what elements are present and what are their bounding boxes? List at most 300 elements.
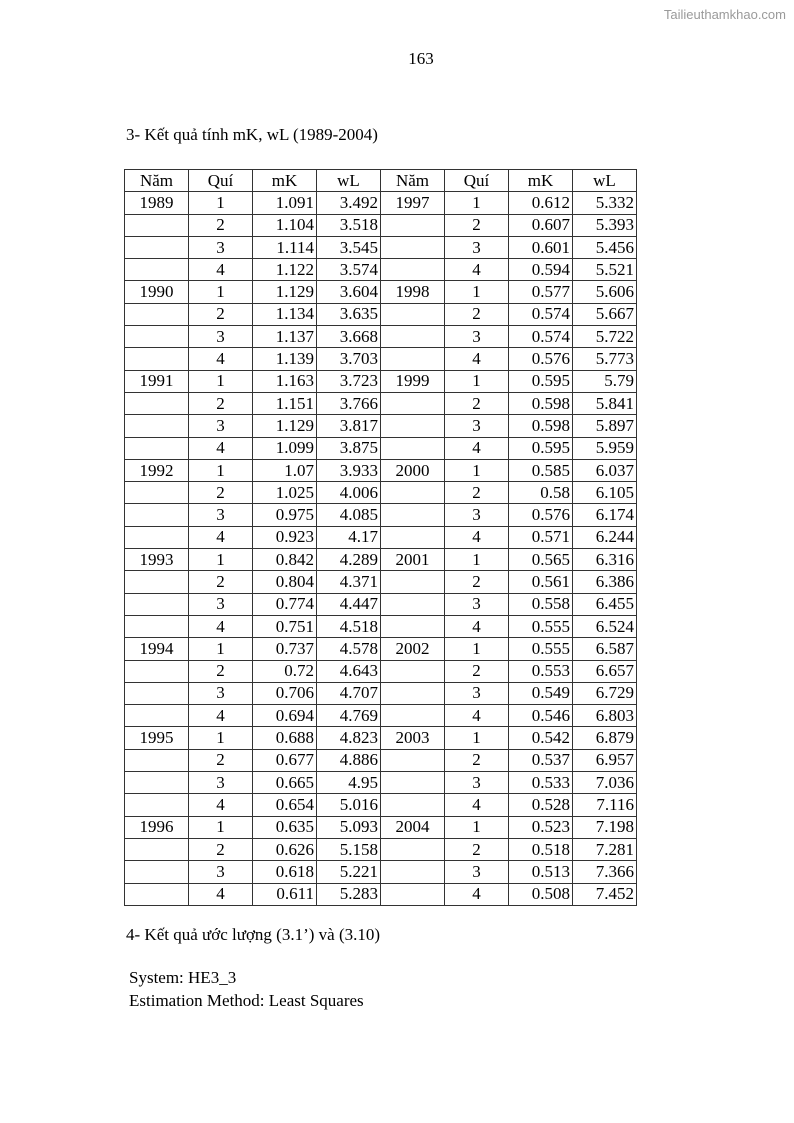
quarter-cell: 1 [189, 192, 253, 214]
quarter-cell: 4 [445, 883, 509, 905]
mk-cell: 0.565 [509, 549, 573, 571]
mk-cell: 0.537 [509, 749, 573, 771]
mk-cell: 1.099 [253, 437, 317, 459]
year-cell [381, 794, 445, 816]
wl-cell: 3.574 [317, 259, 381, 281]
wl-cell: 5.667 [573, 303, 637, 325]
mk-cell: 0.804 [253, 571, 317, 593]
quarter-cell: 4 [189, 437, 253, 459]
year-cell [125, 236, 189, 258]
header-cell: mK [253, 170, 317, 192]
table-row [125, 236, 637, 258]
year-cell [125, 593, 189, 615]
mk-cell: 1.137 [253, 326, 317, 348]
mk-cell: 0.574 [509, 303, 573, 325]
mk-cell: 1.025 [253, 482, 317, 504]
quarter-cell: 4 [189, 615, 253, 637]
quarter-cell: 3 [189, 504, 253, 526]
wl-cell: 4.643 [317, 660, 381, 682]
wl-cell: 6.657 [573, 660, 637, 682]
mk-cell: 1.139 [253, 348, 317, 370]
quarter-cell: 2 [189, 214, 253, 236]
quarter-cell: 2 [189, 838, 253, 860]
wl-cell: 5.016 [317, 794, 381, 816]
quarter-cell: 4 [189, 348, 253, 370]
table-row [125, 883, 637, 905]
wl-cell: 6.524 [573, 615, 637, 637]
wl-cell: 3.875 [317, 437, 381, 459]
results-table [124, 169, 637, 906]
table-row [125, 192, 637, 214]
wl-cell: 6.879 [573, 727, 637, 749]
year-cell [125, 772, 189, 794]
mk-cell: 1.134 [253, 303, 317, 325]
year-cell: 1992 [125, 459, 189, 481]
table-row [125, 392, 637, 414]
quarter-cell: 4 [189, 526, 253, 548]
year-cell [381, 437, 445, 459]
mk-cell: 0.513 [509, 861, 573, 883]
table-row [125, 638, 637, 660]
year-cell [125, 705, 189, 727]
table-row [125, 660, 637, 682]
quarter-cell: 1 [445, 281, 509, 303]
year-cell [381, 392, 445, 414]
year-cell: 2002 [381, 638, 445, 660]
mk-cell: 1.07 [253, 459, 317, 481]
table-row [125, 303, 637, 325]
year-cell [381, 504, 445, 526]
wl-cell: 5.283 [317, 883, 381, 905]
wl-cell: 6.244 [573, 526, 637, 548]
wl-cell: 5.959 [573, 437, 637, 459]
year-cell: 2003 [381, 727, 445, 749]
mk-cell: 1.104 [253, 214, 317, 236]
wl-cell: 4.447 [317, 593, 381, 615]
wl-cell: 3.817 [317, 415, 381, 437]
quarter-cell: 1 [445, 638, 509, 660]
year-cell [125, 682, 189, 704]
table-row [125, 326, 637, 348]
wl-cell: 4.707 [317, 682, 381, 704]
mk-cell: 0.618 [253, 861, 317, 883]
table-row [125, 437, 637, 459]
wl-cell: 5.897 [573, 415, 637, 437]
wl-cell: 4.371 [317, 571, 381, 593]
wl-cell: 6.803 [573, 705, 637, 727]
wl-cell: 3.492 [317, 192, 381, 214]
header-cell: Quí [189, 170, 253, 192]
year-cell [381, 838, 445, 860]
year-cell [125, 259, 189, 281]
header-cell: Quí [445, 170, 509, 192]
quarter-cell: 2 [189, 482, 253, 504]
wl-cell: 4.769 [317, 705, 381, 727]
wl-cell: 6.037 [573, 459, 637, 481]
wl-cell: 4.886 [317, 749, 381, 771]
year-cell [125, 482, 189, 504]
mk-cell: 0.508 [509, 883, 573, 905]
quarter-cell: 3 [189, 861, 253, 883]
quarter-cell: 3 [189, 236, 253, 258]
mk-cell: 0.611 [253, 883, 317, 905]
section-4-heading: 4- Kết quả ước lượng (3.1’) và (3.10) [126, 925, 381, 944]
year-cell: 2001 [381, 549, 445, 571]
quarter-cell: 1 [189, 727, 253, 749]
wl-cell: 7.281 [573, 838, 637, 860]
wl-cell: 5.221 [317, 861, 381, 883]
mk-cell: 0.654 [253, 794, 317, 816]
wl-cell: 6.105 [573, 482, 637, 504]
year-cell: 1998 [381, 281, 445, 303]
quarter-cell: 2 [189, 571, 253, 593]
wl-cell: 4.085 [317, 504, 381, 526]
mk-cell: 1.129 [253, 281, 317, 303]
mk-cell: 0.665 [253, 772, 317, 794]
wl-cell: 3.545 [317, 236, 381, 258]
quarter-cell: 4 [189, 883, 253, 905]
section-3-heading: 3- Kết quả tính mK, wL (1989-2004) [126, 125, 378, 144]
year-cell [381, 236, 445, 258]
wl-cell: 7.366 [573, 861, 637, 883]
year-cell [381, 326, 445, 348]
mk-cell: 1.129 [253, 415, 317, 437]
quarter-cell: 3 [445, 861, 509, 883]
mk-cell: 0.923 [253, 526, 317, 548]
mk-cell: 0.555 [509, 615, 573, 637]
year-cell: 2000 [381, 459, 445, 481]
quarter-cell: 3 [189, 326, 253, 348]
mk-cell: 0.577 [509, 281, 573, 303]
table-body [125, 192, 637, 906]
table-row [125, 772, 637, 794]
year-cell [125, 526, 189, 548]
year-cell [381, 348, 445, 370]
wl-cell: 6.957 [573, 749, 637, 771]
quarter-cell: 4 [189, 705, 253, 727]
mk-cell: 0.688 [253, 727, 317, 749]
quarter-cell: 3 [445, 326, 509, 348]
wl-cell: 5.158 [317, 838, 381, 860]
quarter-cell: 1 [445, 459, 509, 481]
year-cell [381, 259, 445, 281]
table-row [125, 727, 637, 749]
table-row [125, 838, 637, 860]
wl-cell: 6.174 [573, 504, 637, 526]
quarter-cell: 3 [445, 593, 509, 615]
wl-cell: 5.393 [573, 214, 637, 236]
mk-cell: 0.528 [509, 794, 573, 816]
quarter-cell: 4 [445, 259, 509, 281]
year-cell [125, 794, 189, 816]
year-cell [125, 348, 189, 370]
year-cell [381, 772, 445, 794]
wl-cell: 7.198 [573, 816, 637, 838]
year-cell [125, 615, 189, 637]
quarter-cell: 2 [445, 392, 509, 414]
quarter-cell: 2 [445, 838, 509, 860]
quarter-cell: 1 [445, 192, 509, 214]
mk-cell: 0.553 [509, 660, 573, 682]
quarter-cell: 1 [189, 370, 253, 392]
table-row [125, 370, 637, 392]
year-cell [125, 415, 189, 437]
table-row [125, 415, 637, 437]
quarter-cell: 2 [445, 482, 509, 504]
year-cell: 1995 [125, 727, 189, 749]
mk-cell: 0.677 [253, 749, 317, 771]
table-row [125, 571, 637, 593]
wl-cell: 3.518 [317, 214, 381, 236]
wl-cell: 5.521 [573, 259, 637, 281]
table-row [125, 861, 637, 883]
year-cell [381, 861, 445, 883]
mk-cell: 0.576 [509, 504, 573, 526]
quarter-cell: 2 [445, 214, 509, 236]
mk-cell: 0.546 [509, 705, 573, 727]
year-cell [381, 593, 445, 615]
system-label: System: HE3_3 [129, 968, 237, 987]
table-row [125, 526, 637, 548]
mk-cell: 0.561 [509, 571, 573, 593]
mk-cell: 0.626 [253, 838, 317, 860]
quarter-cell: 4 [189, 794, 253, 816]
mk-cell: 0.558 [509, 593, 573, 615]
wl-cell: 4.578 [317, 638, 381, 660]
wl-cell: 3.933 [317, 459, 381, 481]
quarter-cell: 4 [445, 348, 509, 370]
year-cell [381, 214, 445, 236]
year-cell [381, 615, 445, 637]
mk-cell: 0.706 [253, 682, 317, 704]
wl-cell: 5.79 [573, 370, 637, 392]
year-cell [125, 571, 189, 593]
wl-cell: 3.766 [317, 392, 381, 414]
year-cell: 1994 [125, 638, 189, 660]
mk-cell: 0.574 [509, 326, 573, 348]
mk-cell: 0.58 [509, 482, 573, 504]
wl-cell: 3.604 [317, 281, 381, 303]
mk-cell: 0.694 [253, 705, 317, 727]
mk-cell: 0.635 [253, 816, 317, 838]
quarter-cell: 3 [189, 415, 253, 437]
quarter-cell: 2 [189, 303, 253, 325]
year-cell [125, 392, 189, 414]
quarter-cell: 2 [189, 392, 253, 414]
year-cell [381, 749, 445, 771]
wl-cell: 6.729 [573, 682, 637, 704]
year-cell: 1997 [381, 192, 445, 214]
wl-cell: 3.703 [317, 348, 381, 370]
mk-cell: 1.114 [253, 236, 317, 258]
mk-cell: 0.595 [509, 370, 573, 392]
wl-cell: 3.723 [317, 370, 381, 392]
quarter-cell: 2 [445, 749, 509, 771]
year-cell [125, 883, 189, 905]
table-row [125, 682, 637, 704]
table-row [125, 459, 637, 481]
quarter-cell: 3 [445, 682, 509, 704]
quarter-cell: 3 [189, 772, 253, 794]
wl-cell: 5.456 [573, 236, 637, 258]
wl-cell: 5.093 [317, 816, 381, 838]
year-cell [125, 326, 189, 348]
mk-cell: 0.607 [509, 214, 573, 236]
mk-cell: 0.523 [509, 816, 573, 838]
wl-cell: 5.841 [573, 392, 637, 414]
table-row [125, 816, 637, 838]
system-info [129, 966, 364, 1012]
header-cell: mK [509, 170, 573, 192]
quarter-cell: 3 [189, 682, 253, 704]
quarter-cell: 1 [189, 549, 253, 571]
mk-cell: 0.542 [509, 727, 573, 749]
table-row [125, 482, 637, 504]
year-cell [381, 682, 445, 704]
mk-cell: 0.72 [253, 660, 317, 682]
mk-cell: 0.595 [509, 437, 573, 459]
year-cell: 1993 [125, 549, 189, 571]
quarter-cell: 1 [189, 638, 253, 660]
wl-cell: 3.668 [317, 326, 381, 348]
quarter-cell: 3 [445, 772, 509, 794]
quarter-cell: 2 [445, 303, 509, 325]
wl-cell: 4.006 [317, 482, 381, 504]
wl-cell: 6.386 [573, 571, 637, 593]
quarter-cell: 4 [189, 259, 253, 281]
mk-cell: 1.091 [253, 192, 317, 214]
wl-cell: 6.587 [573, 638, 637, 660]
quarter-cell: 1 [445, 549, 509, 571]
quarter-cell: 3 [445, 236, 509, 258]
year-cell [125, 749, 189, 771]
wl-cell: 7.116 [573, 794, 637, 816]
year-cell [125, 214, 189, 236]
wl-cell: 4.518 [317, 615, 381, 637]
mk-cell: 0.576 [509, 348, 573, 370]
quarter-cell: 2 [189, 660, 253, 682]
year-cell [381, 526, 445, 548]
year-cell [381, 883, 445, 905]
mk-cell: 0.549 [509, 682, 573, 704]
year-cell [125, 303, 189, 325]
table-header-row [125, 170, 637, 192]
mk-cell: 0.601 [509, 236, 573, 258]
quarter-cell: 2 [445, 571, 509, 593]
quarter-cell: 4 [445, 615, 509, 637]
mk-cell: 0.598 [509, 392, 573, 414]
table-row [125, 705, 637, 727]
table-row [125, 504, 637, 526]
quarter-cell: 1 [445, 816, 509, 838]
quarter-cell: 1 [189, 281, 253, 303]
year-cell [381, 571, 445, 593]
mk-cell: 1.122 [253, 259, 317, 281]
wl-cell: 6.316 [573, 549, 637, 571]
year-cell: 1990 [125, 281, 189, 303]
mk-cell: 0.585 [509, 459, 573, 481]
header-cell: Năm [381, 170, 445, 192]
year-cell [381, 660, 445, 682]
quarter-cell: 1 [189, 459, 253, 481]
quarter-cell: 3 [445, 415, 509, 437]
wl-cell: 3.635 [317, 303, 381, 325]
wl-cell: 5.722 [573, 326, 637, 348]
header-cell: Năm [125, 170, 189, 192]
wl-cell: 7.452 [573, 883, 637, 905]
mk-cell: 0.594 [509, 259, 573, 281]
mk-cell: 1.151 [253, 392, 317, 414]
quarter-cell: 1 [445, 370, 509, 392]
quarter-cell: 2 [445, 660, 509, 682]
year-cell [125, 437, 189, 459]
quarter-cell: 1 [189, 816, 253, 838]
watermark: Tailieuthamkhao.com [663, 7, 786, 22]
mk-cell: 0.571 [509, 526, 573, 548]
table-row [125, 348, 637, 370]
quarter-cell: 3 [189, 593, 253, 615]
table-row [125, 549, 637, 571]
quarter-cell: 4 [445, 437, 509, 459]
mk-cell: 0.555 [509, 638, 573, 660]
mk-cell: 0.774 [253, 593, 317, 615]
mk-cell: 0.737 [253, 638, 317, 660]
mk-cell: 0.975 [253, 504, 317, 526]
mk-cell: 0.518 [509, 838, 573, 860]
mk-cell: 0.598 [509, 415, 573, 437]
quarter-cell: 4 [445, 526, 509, 548]
mk-cell: 0.612 [509, 192, 573, 214]
year-cell [381, 482, 445, 504]
year-cell: 1999 [381, 370, 445, 392]
wl-cell: 4.289 [317, 549, 381, 571]
mk-cell: 1.163 [253, 370, 317, 392]
year-cell: 1996 [125, 816, 189, 838]
wl-cell: 4.95 [317, 772, 381, 794]
wl-cell: 4.17 [317, 526, 381, 548]
year-cell [125, 504, 189, 526]
mk-cell: 0.842 [253, 549, 317, 571]
quarter-cell: 2 [189, 749, 253, 771]
year-cell: 1991 [125, 370, 189, 392]
year-cell [381, 705, 445, 727]
wl-cell: 7.036 [573, 772, 637, 794]
estimation-method: Estimation Method: Least Squares [129, 991, 364, 1010]
quarter-cell: 1 [445, 727, 509, 749]
year-cell: 1989 [125, 192, 189, 214]
table-row [125, 259, 637, 281]
table-row [125, 749, 637, 771]
table-row [125, 615, 637, 637]
wl-cell: 4.823 [317, 727, 381, 749]
header-cell: wL [573, 170, 637, 192]
table-row [125, 794, 637, 816]
year-cell [381, 415, 445, 437]
quarter-cell: 3 [445, 504, 509, 526]
table-row [125, 281, 637, 303]
quarter-cell: 4 [445, 705, 509, 727]
wl-cell: 5.773 [573, 348, 637, 370]
mk-cell: 0.533 [509, 772, 573, 794]
mk-cell: 0.751 [253, 615, 317, 637]
year-cell [125, 838, 189, 860]
table-row [125, 214, 637, 236]
year-cell: 2004 [381, 816, 445, 838]
year-cell [125, 660, 189, 682]
table-row [125, 593, 637, 615]
year-cell [125, 861, 189, 883]
wl-cell: 6.455 [573, 593, 637, 615]
